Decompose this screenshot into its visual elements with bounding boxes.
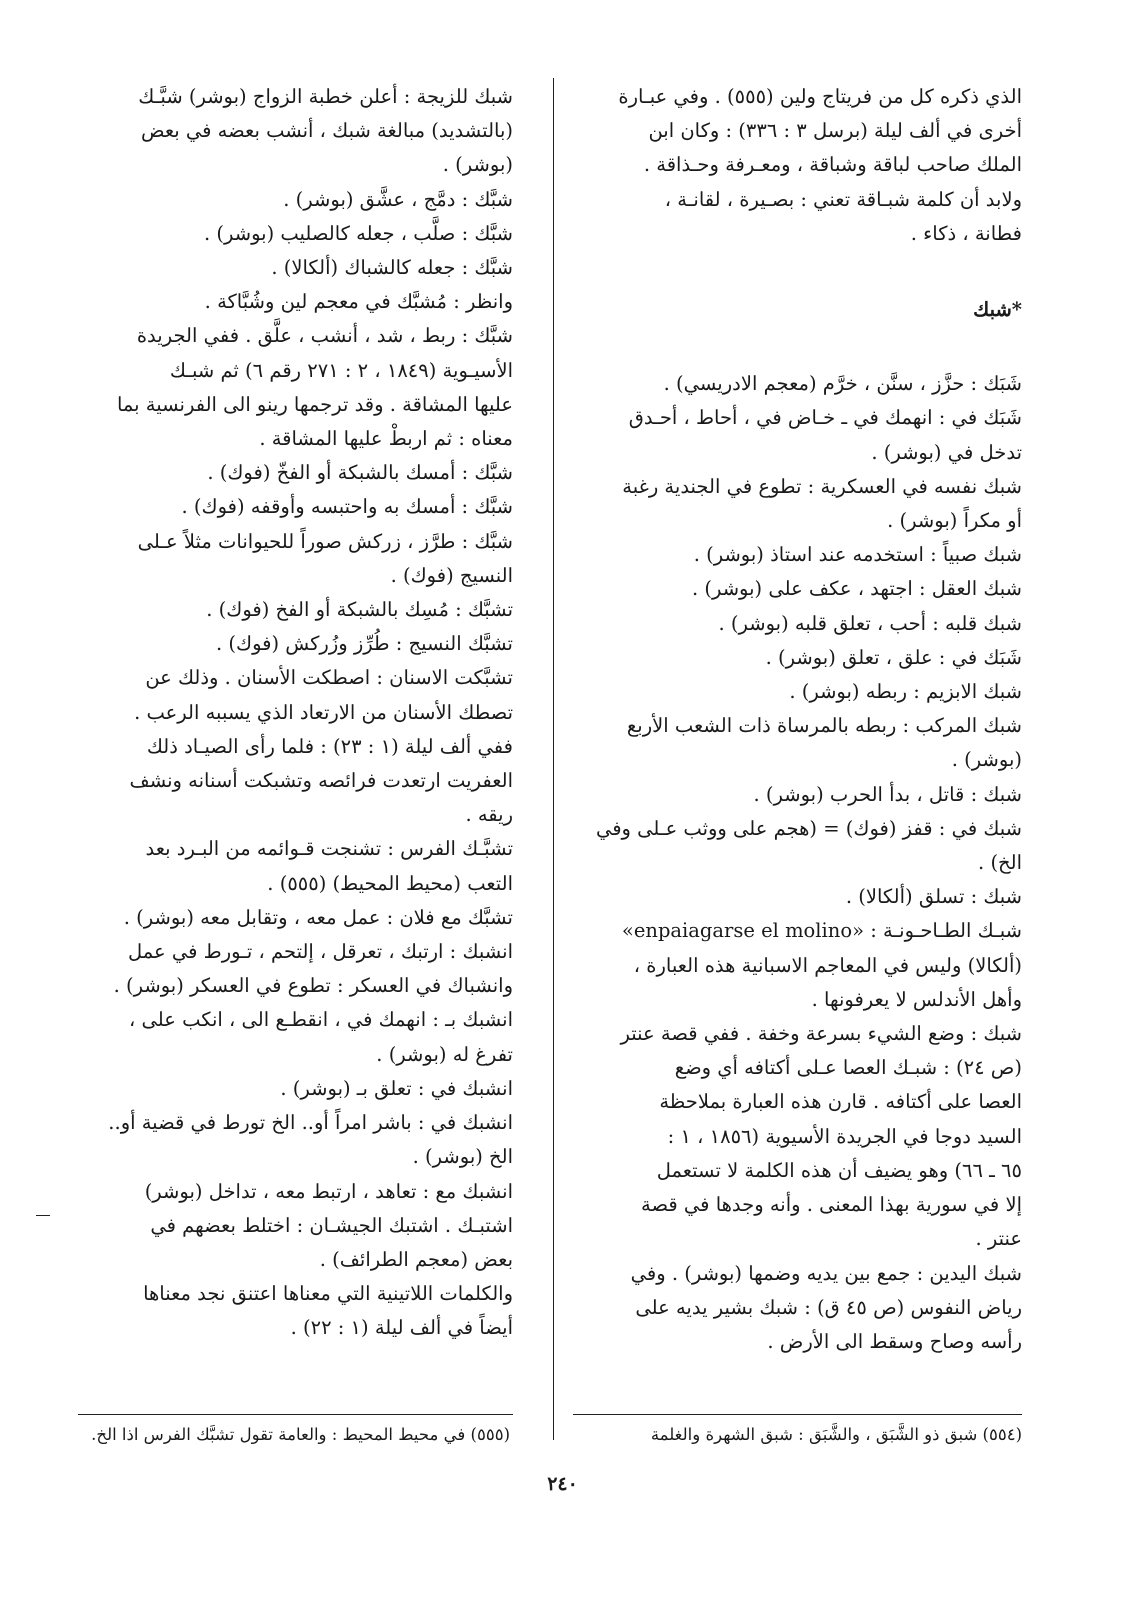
text-line: الذي ذكره كل من فريتاج ولين (٥٥٥) . وفي عبـارة (618, 85, 1022, 108)
entry-line: (بوشر) . (951, 748, 1022, 772)
entry-line: اشتبـك . اشتبك الجيشـان : اختلط بعضهم في (150, 1213, 513, 1237)
entry-line: شبك المركب : ربطه بالمرساة ذات الشعب الأربع (626, 714, 1022, 738)
entry-line: شبك قلبه : أحب ، تعلق قلبه (بوشر) . (718, 611, 1022, 635)
entry-line: ففي ألف ليلة (١ : ٢٣) : فلما رأى الصيـاد ذلك (146, 734, 513, 758)
entry-line: انشبك مع : تعاهد ، ارتبط معه ، تداخل (بوشر) (144, 1179, 513, 1203)
entry-line: شبك اليدين : جمع بين يديه وضمها (بوشر) . وفي (630, 1261, 1022, 1285)
entry-line: شبـك الطـاحـونـة : «enpaiagarse el molino» (621, 919, 1022, 943)
entry-line: معناه : ثم اربطْ عليها المشاقة . (259, 427, 513, 451)
entry-line: شبك نفسه في العسكرية : تطوع في الجندية رغبة (622, 474, 1022, 498)
entry-line: انشبك : ارتبك ، تعرقل ، إلتحم ، تـورط في عمل (128, 940, 513, 964)
text-line: فطانة ، ذكاء . (910, 221, 1022, 245)
entry-line: بعض (معجم الطرائف) . (319, 1247, 513, 1271)
entry-line: التعب (محيط المحيط) (٥٥٥) . (267, 871, 513, 895)
margin-mark (36, 1215, 50, 1216)
entry-line: أيضاً في ألف ليلة (١ : ٢٢) . (290, 1316, 513, 1340)
entry-line: عليها المشاقة . وقد ترجمها رينو الى الفرنسية بما (116, 392, 513, 416)
entry-line: شبَّك : دمَّج ، عشَّق (بوشر) . (283, 187, 513, 211)
entry-line: انشبك في : تعلق بـ (بوشر) . (280, 1076, 513, 1100)
entry-line: شبَّك : أمسك به واحتبسه وأوقفه (فوك) . (181, 495, 513, 519)
footnote-555: (٥٥٥) في محيط المحيط : والعامة تقول تشبَّك الفرس اذا الخ. (91, 1425, 510, 1444)
entry-line: النسيج (فوك) . (390, 563, 513, 587)
entry-line: الخ (بوشر) . (412, 1145, 513, 1169)
entry-line: وأهل الأندلس لا يعرفونها . (811, 987, 1022, 1011)
entry-line: شَبَك : حزَّز ، سنَّن ، خرَّم (معجم الادريسي) . (663, 372, 1022, 396)
entry-line: (بالتشديد) مبالغة شبك ، أنشب بعضه في بعض (140, 119, 513, 143)
entry-line: تفرغ له (بوشر) . (376, 1042, 513, 1066)
entry-line: شبَّك : طرَّز ، زركش صوراً للحيوانات مثلاً عـلى (137, 529, 513, 553)
entry-line: شبك : وضع الشيء بسرعة وخفة . ففي قصة عنتر (620, 1022, 1022, 1046)
entry-line: أو مكراً (بوشر) . (887, 509, 1022, 533)
entry-line: شبك : تسلق (ألكالا) . (845, 885, 1022, 909)
entry-line: تشبَّك : مُسِك بالشبكة أو الفخ (فوك) . (206, 598, 513, 622)
page-number: ٢٤٠ (547, 1473, 578, 1495)
entry-line: تشبَّكت الاسنان : اصطكت الأسنان . وذلك عن (145, 666, 513, 690)
entry-line: تشبَّـك الفرس : تشنجت قـوائمه من البـرد بعد (145, 837, 513, 861)
text-line: ولابد أن كلمة شبـاقة تعني : بصـيرة ، لقانـة ، (664, 187, 1022, 211)
footnote-554: (٥٥٤) شبق ذو الشَّبَق ، والشَّبَق : شبق الشهرة والغلمة (650, 1425, 1022, 1444)
entry-line: العصا على أكتافه . قارن هذه العبارة بملاحظة (659, 1090, 1022, 1114)
text-line: الملك صاحب لباقة وشباقة ، ومعـرفة وحـذاقة . (643, 153, 1022, 177)
entry-line: شبك الابزيم : ربطه (بوشر) . (789, 680, 1022, 704)
entry-line: الأسيـوية (١٨٤٩ ، ٢ : ٢٧١ رقم ٦) ثم شبـك (169, 358, 513, 382)
entry-line: تشبَّك النسيج : طُرِّز وزُركش (فوك) . (216, 632, 513, 656)
entry-line: (بوشر) . (442, 153, 513, 177)
entry-line: عنتر . (975, 1227, 1022, 1251)
entry-line: شبك في : قفز (فوك) = (هجم على ووثب عـلى وفي (595, 816, 1022, 840)
right-column (587, 80, 1022, 1359)
entry-line: ٦٥ ـ ٦٦) وهو يضيف أن هذه الكلمة لا تستعمل (656, 1158, 1022, 1182)
entry-line: شبك العقل : اجتهد ، عكف على (بوشر) . (691, 577, 1022, 601)
entry-line: شبَّك : ربط ، شد ، أنشب ، علَّق . ففي الجريدة (136, 324, 513, 348)
entry-line: شَبَك في : علق ، تعلق (بوشر) . (765, 645, 1022, 669)
entry-line: رياض النفوس (ص ٤٥ ق) : شبك بشير يديه على (635, 1295, 1022, 1319)
entry-line: وانظر : مُشبَّك في معجم لين وشُبَّاكة . (204, 290, 513, 314)
entry-heading: *شبك (973, 298, 1022, 322)
entry-line: (ص ٢٤) : شبـك العصا عـلى أكتافه أي وضع (674, 1056, 1022, 1080)
entry-line: العفريت ارتعدت فرائصه وتشبكت أسنانه ونشف (129, 769, 513, 793)
entry-line: شبَّك : صلَّب ، جعله كالصليب (بوشر) . (203, 221, 513, 245)
text-line: أخرى في ألف ليلة (برسل ٣ : ٣٣٦) : وكان ابن (648, 119, 1022, 143)
entry-line: انشبك في : باشر امراً أو.. الخ تورط في قضية أو.. (108, 1111, 513, 1135)
entry-line: السيد دوجا في الجريدة الأسيوية (١٨٥٦ ، ١ : (667, 1124, 1022, 1148)
left-column (78, 80, 513, 1346)
entry-line: تدخل في (بوشر) . (871, 440, 1022, 464)
entry-line: شبَّك : جعله كالشباك (ألكالا) . (271, 256, 513, 280)
entry-line: شَبَك في : انهمك في ـ خـاض في ، أحاط ، أحـدق (628, 406, 1022, 430)
entry-line: تشبَّك مع فلان : عمل معه ، وتقابل معه (بوشر) . (123, 905, 513, 929)
entry-line: شبَّك : أمسك بالشبكة أو الفخّ (فوك) . (207, 461, 513, 485)
entry-line: انشبك بـ : انهمك في ، انقطـع الى ، انكب على ، (129, 1008, 513, 1032)
entry-line: والكلمات اللاتينية التي معناها اعتنق نجد معناها (143, 1282, 513, 1306)
entry-line: شبك صبياً : استخدمه عند استاذ (بوشر) . (693, 543, 1022, 567)
entry-line: إلا في سورية بهذا المعنى . وأنه وجدها في قصة (641, 1193, 1022, 1217)
footnote-rule-right (573, 1414, 1022, 1415)
entry-line: شبك : قاتل ، بدأ الحرب (بوشر) . (753, 782, 1022, 806)
entry-line: وانشباك في العسكر : تطوع في العسكر (بوشر) . (113, 974, 513, 998)
entry-line: (ألكالا) وليس في المعاجم الاسبانية هذه العبارة ، (633, 953, 1022, 977)
entry-line: ريقه . (465, 803, 513, 827)
entry-line: الخ) . (978, 851, 1022, 875)
column-divider (553, 78, 554, 1440)
entry-line: تصطك الأسنان من الارتعاد الذي يسببه الرعب . (134, 700, 513, 724)
footnote-rule-left (78, 1414, 513, 1415)
entry-line: شبك للزيجة : أعلن خطبة الزواج (بوشر) شبَّـك (138, 85, 513, 108)
entry-line: رأسه وصاح وسقط الى الأرض . (767, 1329, 1022, 1353)
